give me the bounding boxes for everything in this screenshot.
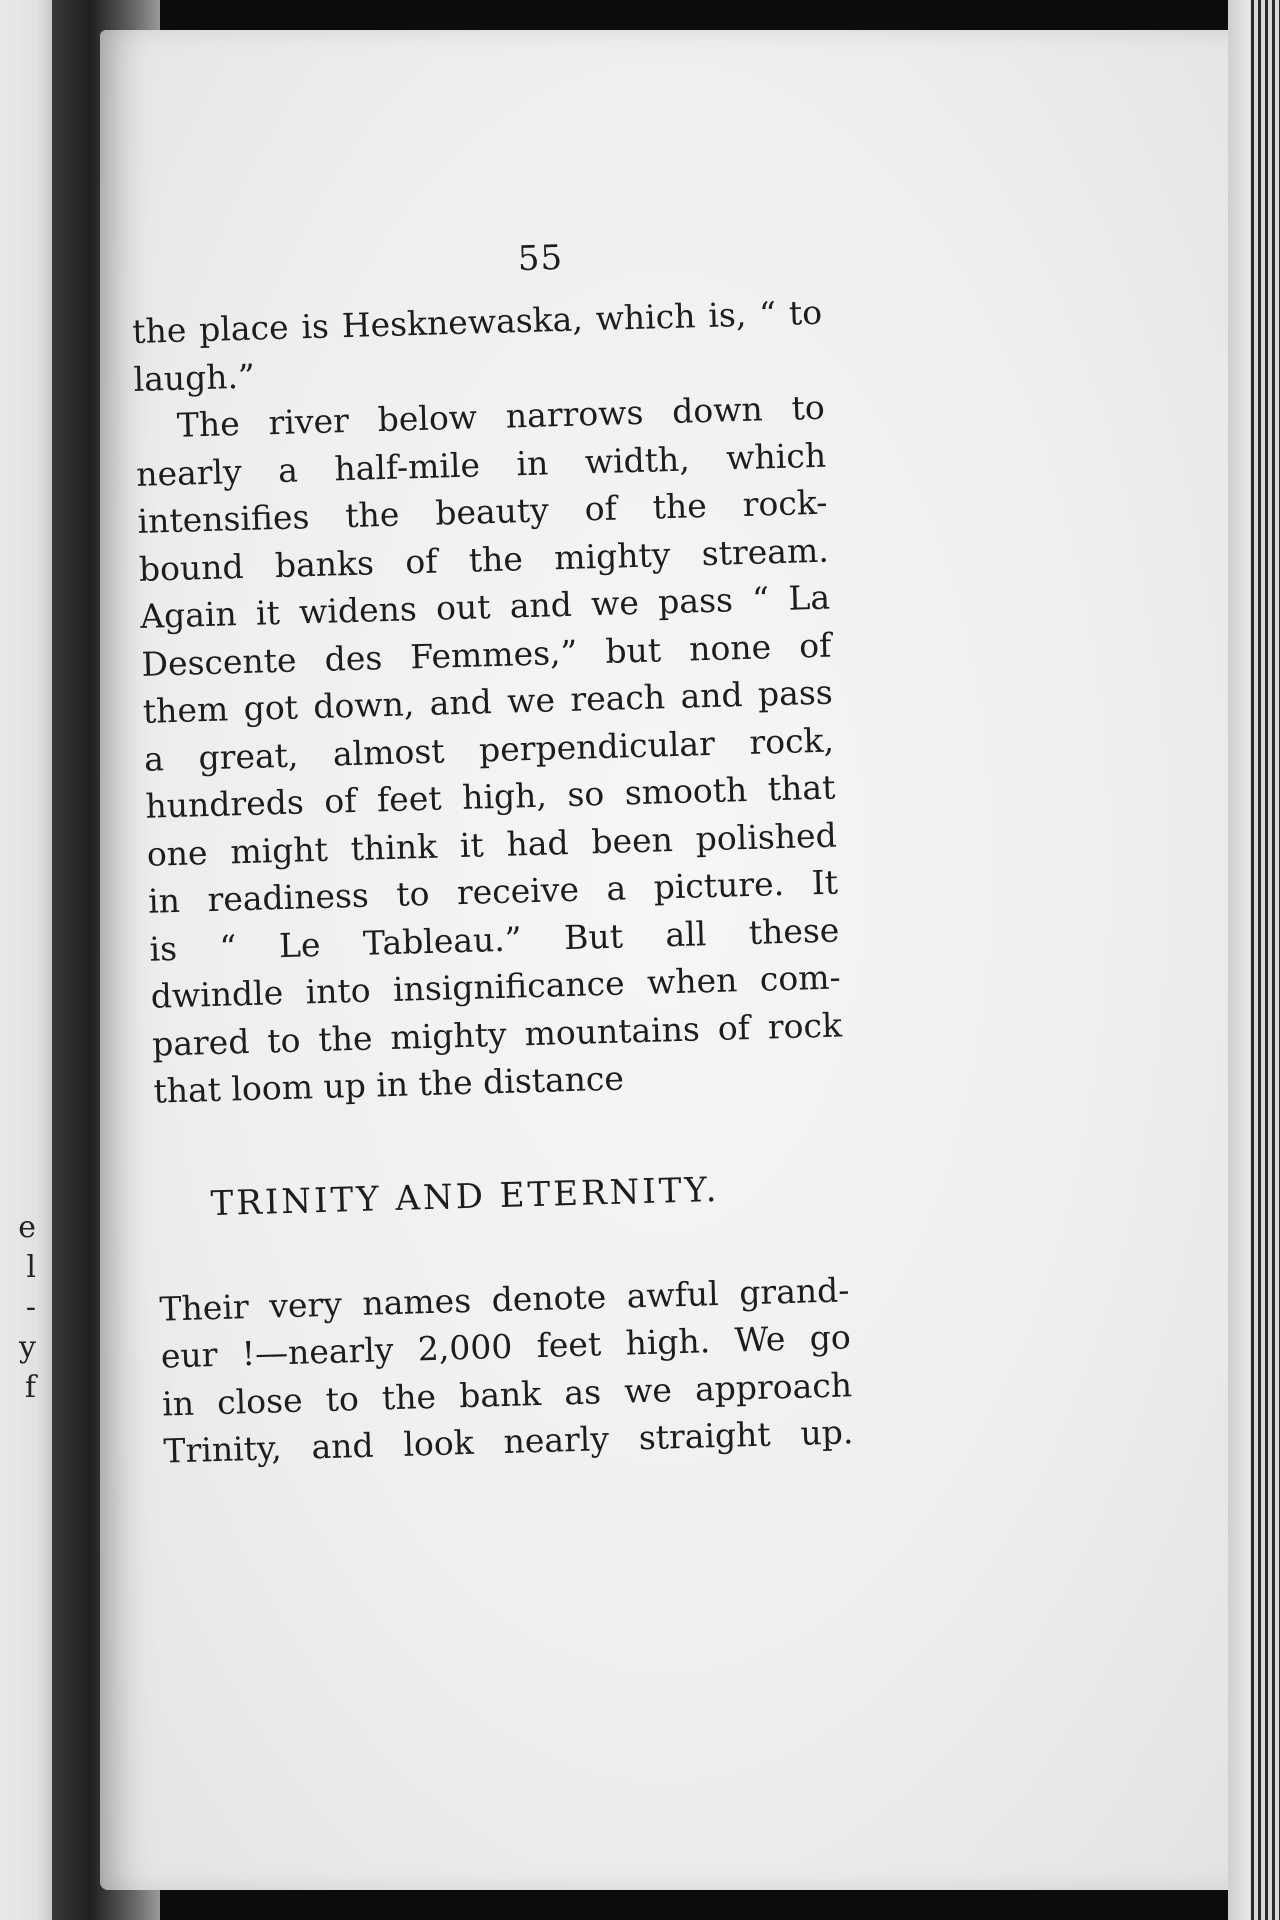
page-fore-edge: [1228, 0, 1250, 1920]
paragraph-river: [134, 382, 914, 1115]
text-line: hundreds of feet high, so smooth that: [144, 767, 836, 826]
text-line: them got down, and we reach and pass: [142, 672, 834, 731]
cut-text-line: y: [19, 1330, 36, 1365]
page-number: 55: [517, 237, 564, 280]
text-line: nearly a half-mile in width, which: [135, 435, 827, 494]
text-line: dwindle into insignificance when com-: [150, 957, 842, 1016]
text-line: that loom up in the distance: [152, 1058, 625, 1111]
section-heading: TRINITY AND ETERNITY.: [210, 1169, 720, 1224]
text-line: a great, almost perpendicular rock,: [143, 720, 835, 779]
cut-text-line: -: [25, 1290, 36, 1325]
text-line: laugh.”: [133, 356, 256, 399]
text-line: intensifies the beauty of the rock-: [137, 482, 828, 541]
text-line: in close to the bank as we approach: [161, 1364, 853, 1424]
text-line: eur !—nearly 2,000 feet high. We go: [160, 1317, 852, 1376]
cut-text-line: e: [18, 1210, 36, 1245]
text-line: Descente des Femmes,” but none of: [141, 625, 832, 684]
text-line: is “ Le Tableau.” But all these: [148, 909, 840, 969]
text-line: bound banks of the mighty stream.: [138, 530, 830, 589]
cut-text-line: l: [26, 1250, 36, 1285]
text-line: Trinity, and look nearly straight up.: [163, 1412, 854, 1471]
text-line: in readiness to receive a picture. It: [147, 862, 839, 921]
text-line: The river below narrows down to: [176, 387, 826, 445]
previous-page-cut-text: [0, 1208, 44, 1408]
cut-text-line: f: [24, 1370, 36, 1405]
text-line: Their very names denote awful grand-: [159, 1269, 850, 1329]
paragraph-trinity: [159, 1264, 924, 1475]
text-line: Again it widens out and we pass “ La: [139, 577, 831, 636]
text-line: one might think it had been polished: [146, 815, 838, 874]
text-line: the place is Hesknewaska, which is, “ to: [131, 292, 823, 351]
page-text: [130, 229, 924, 1475]
text-line: pared to the mighty mountains of rock: [151, 1004, 843, 1064]
previous-page-edge: [0, 0, 52, 1920]
